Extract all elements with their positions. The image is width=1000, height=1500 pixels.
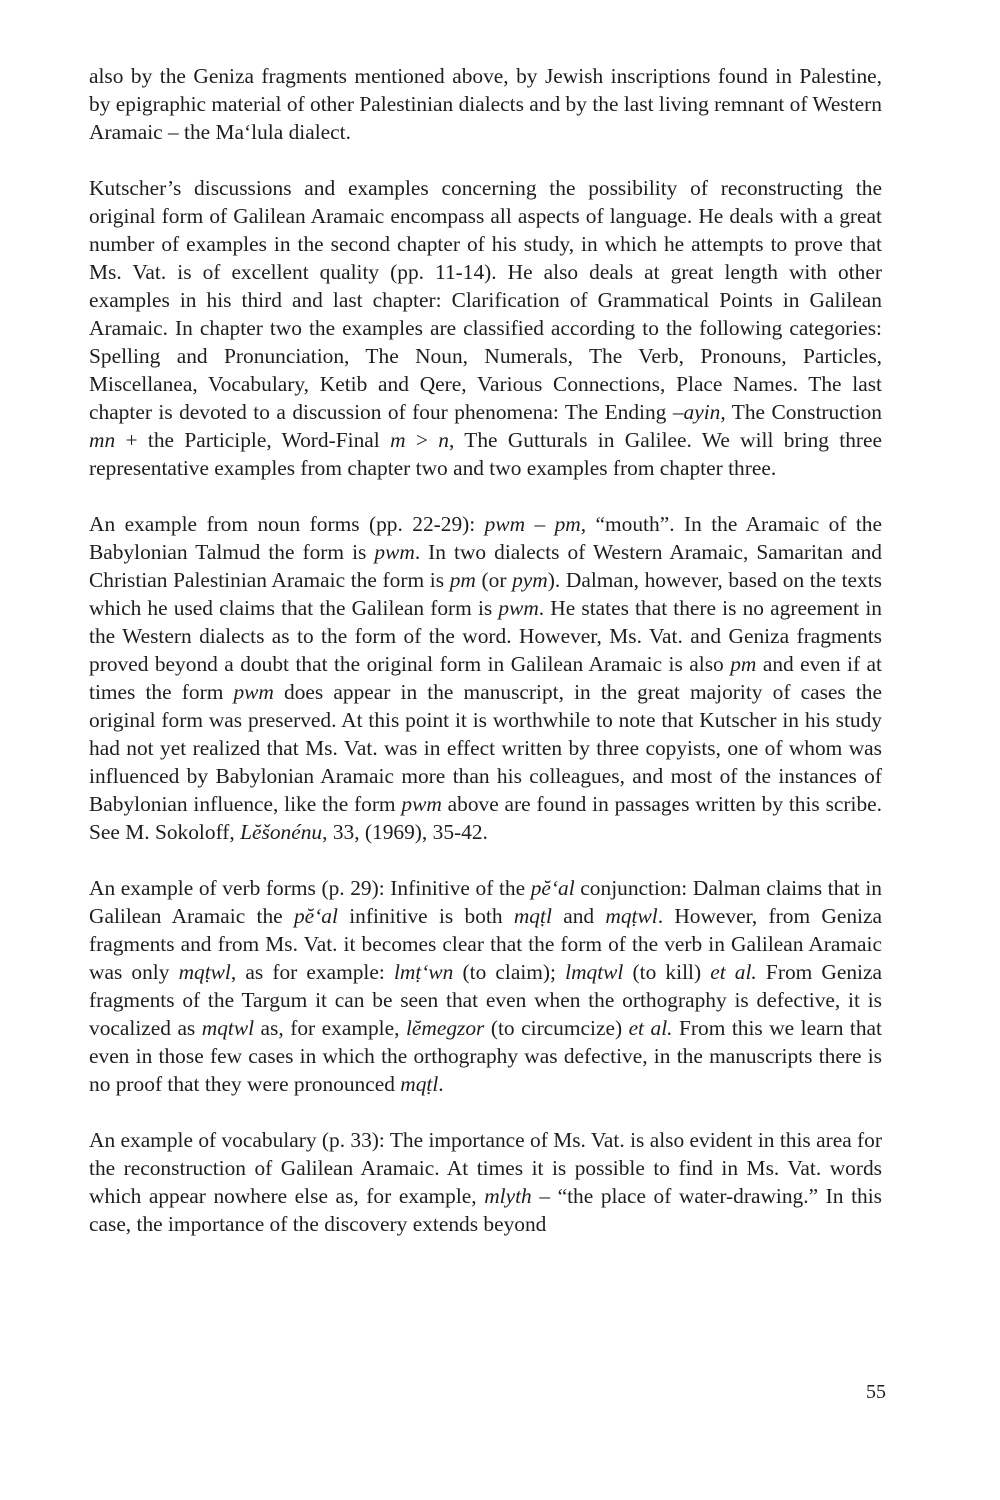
italic-term: mqṭwl [605,904,658,928]
page-number: 55 [866,1381,886,1403]
italic-term: et al. [710,960,757,984]
italic-term: pwm [374,540,415,564]
italic-term: pwm [401,792,442,816]
italic-term: pm [449,568,476,592]
italic-term: et al. [628,1016,673,1040]
text-segment: also by the Geniza fragments mentioned above, by Jewish inscriptions found in Palestine, by epigraphic material of other Palestinian dialects and by the last living remnant of Western Aramaic – the Ma‘lula dialect. [89,64,882,144]
paragraph-intro-continuation [89,62,882,146]
text-segment: From Geniza fragments of the Targum it can be seen that even when the orthography is defective, it is vocalized as [89,960,882,1040]
italic-term: mqṭl [513,904,552,928]
paragraph-kutscher-discussion [89,174,882,482]
text-segment: – [525,512,555,536]
italic-term: pwm [498,596,539,620]
italic-term: pwm [484,512,526,536]
italic-term: mqtwl [201,1016,255,1040]
italic-term: mlyth [484,1184,532,1208]
text-segment: and even if at times the form [89,652,882,704]
text-segment: does appear in the manuscript, in the great majority of cases the original form was preserved. At this point it is worthwhile to note that Kutscher in his study had not yet realized that Ms. Vat. was in effect written by three copyists, one of whom was influenced by Babylonian Aramaic more than his colleagues, and most of the instances of Babylonian influence, like the form [89,680,882,816]
text-segment: An example of verb forms (p. 29): Infinitive of the [89,876,531,900]
italic-term: –ayin [672,400,721,424]
text-segment: , The Gutturals in Galilee. We will bring three representative examples from chapter two and two examples from chapter three. [89,428,882,480]
text-segment: > [405,428,439,452]
italic-term: pym [512,568,548,592]
italic-term: lĕmegzor [405,1016,485,1040]
text-segment: . [438,1072,444,1096]
text-segment: infinitive is both [337,904,514,928]
italic-term: pwm [233,680,274,704]
text-segment: above are found in passages written by this scribe. See M. Sokoloff, [89,792,882,844]
text-segment: (to claim); [453,960,566,984]
italic-term: pĕ‘al [293,904,338,928]
text-segment: ). Dalman, however, based on the texts which he used claims that the Galilean form is [89,568,882,620]
text-segment: , “mouth”. In the Aramaic of the Babylonian Talmud the form is [89,512,882,564]
italic-term: n [438,428,449,452]
italic-term: lmṭ‘wn [393,960,454,984]
text-segment: An example of vocabulary (p. 33): The importance of Ms. Vat. is also evident in this area for the reconstruction of Galilean Aramaic. At times it is possible to find in Ms. Vat. words which appear nowhere else as, for example, [89,1128,882,1208]
text-segment: as, for example, [254,1016,406,1040]
italic-term: Lĕšonénu [240,820,323,844]
text-segment: Kutscher’s discussions and examples concerning the possibility of reconstructing the original form of Galilean Aramaic encompass all aspects of language. He deals with a great number of examples in the second chapter of his study, in which he attempts to prove that Ms. Vat. is of excellent quality (pp. 11-14). He also deals at great length with other examples in his third and last chapter: Clarification of Grammatical Points in Galilean Aramaic. In chapter two the examples are classified according to the following categories: Spelling and Pronunciation, The Noun, Numerals, The Verb, Pronouns, Particles, Miscellanea, Vocabulary, Ketib and Qere, Various Connections, Place Names. The last chapter is devoted to a discussion of four phenomena: The Ending [89,176,882,424]
text-segment: . However, from Geniza fragments and from Ms. Vat. it becomes clear that the form of the verb in Galilean Aramaic was only [89,904,882,984]
italic-term: lmqtwl [565,960,624,984]
page-body [89,62,882,1266]
text-segment: . In two dialects of Western Aramaic, Samaritan and Christian Palestinian Aramaic the form is [89,540,882,592]
italic-term: pm [730,652,757,676]
text-segment: An example from noun forms (pp. 22-29): [89,512,485,536]
italic-term: pĕ‘al [530,876,575,900]
paragraph-verb-forms-example [89,874,882,1098]
text-segment: (to circumcize) [484,1016,629,1040]
italic-term: pm [554,512,581,536]
paragraph-noun-forms-example [89,510,882,846]
text-segment: , 33, (1969), 35-42. [322,820,488,844]
text-segment: , The Construction [720,400,882,424]
text-segment: . He states that there is no agreement in the Western dialects as to the form of the word. However, Ms. Vat. and Geniza fragments proved beyond a doubt that the original form in Galilean Aramaic is also [89,596,882,676]
italic-term: mqṭwl [178,960,231,984]
italic-term: m [390,428,406,452]
italic-term: mn [89,428,116,452]
text-segment: and [551,904,606,928]
text-segment: – “the place of water-drawing.” In this case, the importance of the discovery extends beyond [89,1184,882,1236]
text-segment: (or [475,568,513,592]
text-segment: + the Participle, Word-Final [115,428,391,452]
text-segment: (to kill) [623,960,711,984]
paragraph-vocabulary-example [89,1126,882,1238]
text-segment: From this we learn that even in those few cases in which the orthography was defective, in the manuscripts there is no proof that they were pronounced [89,1016,882,1096]
text-segment: conjunction: Dalman claims that in Galilean Aramaic the [89,876,882,928]
italic-term: mqṭl [400,1072,439,1096]
text-segment: , as for example: [230,960,394,984]
